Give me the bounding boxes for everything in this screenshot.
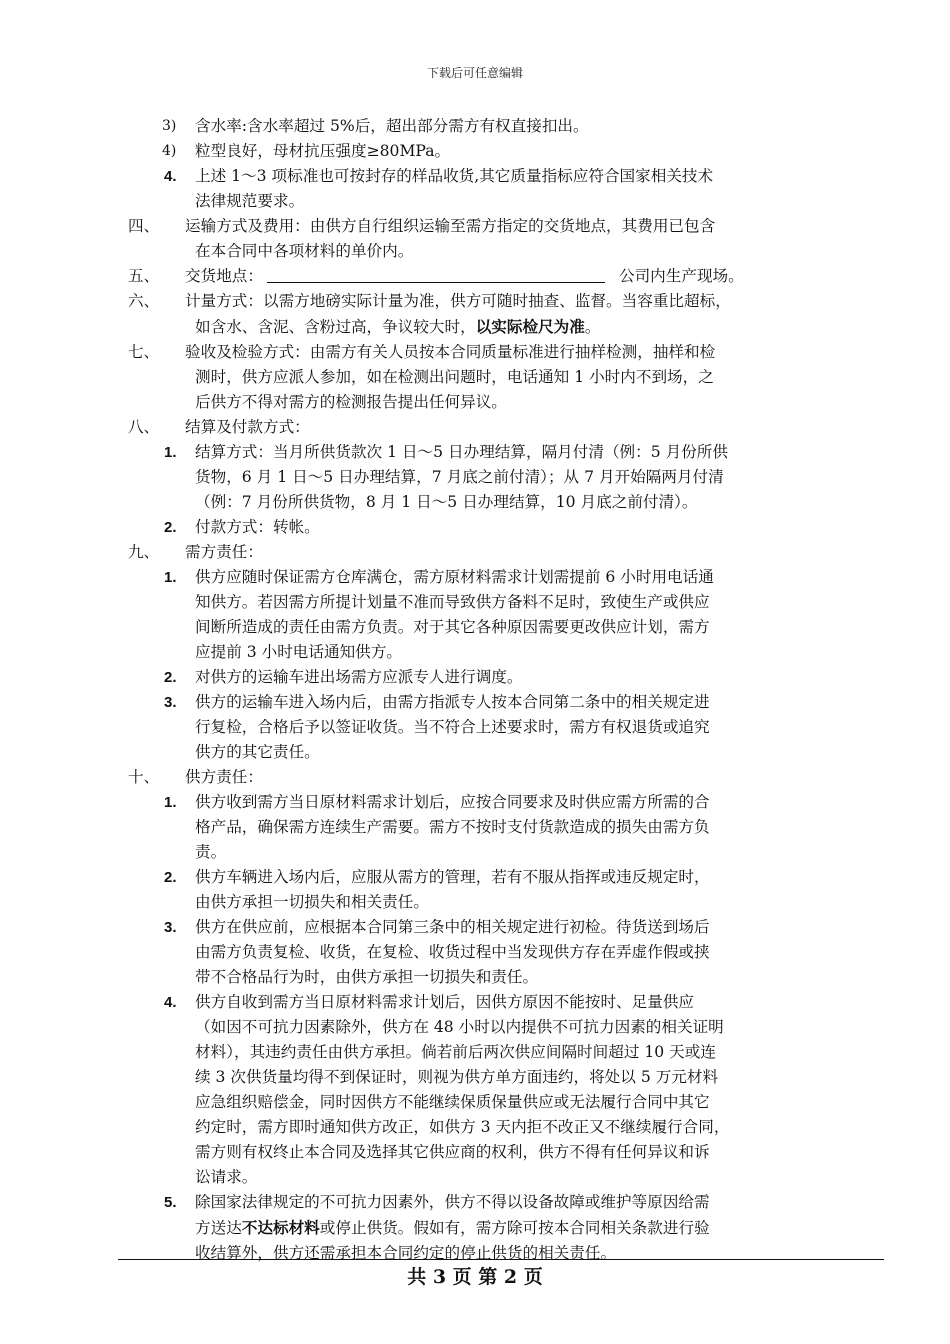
item-number: 4. xyxy=(164,994,177,1011)
item-line xyxy=(195,515,848,540)
list-item xyxy=(128,164,848,214)
item-number: 2. xyxy=(164,519,177,536)
item-text: 上述 1～3 项标准也可按封存的样品收货,其它质量指标应符合国家相关技术 xyxy=(195,167,714,185)
item-text: 由需方负责复检、收货，在复检、收货过程中当发现供方存在弄虚作假或挟 xyxy=(195,943,710,961)
item-text: 格产品，确保需方连续生产需要。需方不按时支付货款造成的损失由需方负 xyxy=(195,818,710,836)
item-line xyxy=(195,615,848,640)
item-text: 计量方式：以需方地磅实际计量为准，供方可随时抽查、监督。当容重比超标， xyxy=(185,292,731,310)
list-item xyxy=(128,790,848,865)
item-line xyxy=(185,415,848,440)
item-number: 2. xyxy=(164,669,177,686)
list-item xyxy=(128,565,848,665)
delivery-location-line xyxy=(185,264,848,289)
item-line xyxy=(195,1065,848,1090)
section-heading xyxy=(128,340,848,415)
item-text: （如因不可抗力因素除外，供方在 48 小时以内提供不可抗力因素的相关证明 xyxy=(195,1018,724,1036)
item-text: 应提前 3 小时电话通知供方。 xyxy=(195,643,402,661)
emphasis-text: 不达标材料 xyxy=(241,1218,320,1237)
item-line xyxy=(195,740,848,765)
item-text: 如含水、含泥、含粉过高，争议较大时， xyxy=(195,318,476,336)
item-line xyxy=(195,440,848,465)
item-text: 法律规范要求。 xyxy=(195,192,305,210)
item-line xyxy=(185,214,848,239)
item-line xyxy=(195,865,848,890)
item-text: 间断所造成的责任由需方负责。对于其它各种原因需要更改供应计划，需方 xyxy=(195,618,710,636)
delivery-location-suffix: 公司内生产现场。 xyxy=(618,267,744,285)
item-number: 八、 xyxy=(128,418,160,436)
section-heading xyxy=(128,765,848,790)
item-number: 六、 xyxy=(128,292,160,310)
item-text: 运输方式及费用：由供方自行组织运输至需方指定的交货地点，其费用已包含 xyxy=(185,217,716,235)
list-item xyxy=(128,515,848,540)
item-text: 或停止供货。假如有，需方除可按本合同相关条款进行验 xyxy=(319,1219,710,1237)
item-text: 供方收到需方当日原材料需求计划后，应按合同要求及时供应需方所需的合 xyxy=(195,793,710,811)
item-line xyxy=(195,1140,848,1165)
item-text: 供方的运输车进入场内后，由需方指派专人按本合同第二条中的相关规定进 xyxy=(195,693,710,711)
item-line xyxy=(195,164,848,189)
item-line xyxy=(195,565,848,590)
item-line xyxy=(195,1090,848,1115)
item-text: 收结算外，供方还需承担本合同约定的停止供货的相关责任。 xyxy=(195,1244,617,1262)
item-text: 货物，6 月 1 日～5 日办理结算，7 月底之前付清）；从 7 月开始隔两月付清 xyxy=(195,468,724,486)
item-text: 后供方不得对需方的检测报告提出任何异议。 xyxy=(195,393,507,411)
contract-body xyxy=(128,114,848,1266)
item-text: 需方则有权终止本合同及选择其它供应商的权利，供方不得有任何异议和诉 xyxy=(195,1143,710,1161)
emphasis-text: 以实际检尺为准 xyxy=(475,317,585,336)
list-item xyxy=(128,139,848,164)
item-text: （例：7 月份所供货物，8 月 1 日～5 日办理结算，10 月底之前付清）。 xyxy=(195,493,698,511)
page-footer: 共 3 页 第 2 页 xyxy=(407,1266,543,1288)
section-heading xyxy=(128,540,848,565)
section-heading xyxy=(128,264,848,289)
item-line xyxy=(195,665,848,690)
item-line xyxy=(185,765,848,790)
item-line xyxy=(185,289,848,314)
item-number: 1. xyxy=(164,444,177,461)
item-text: 供方的其它责任。 xyxy=(195,743,320,761)
item-line xyxy=(185,314,848,340)
item-text: 方送达 xyxy=(195,1219,242,1237)
item-text: 结算及付款方式： xyxy=(185,418,310,436)
list-item xyxy=(128,665,848,690)
item-text: 知供方。若因需方所提计划量不准而导致供方备料不足时，致使生产或供应 xyxy=(195,593,710,611)
item-text: 供方车辆进入场内后，应服从需方的管理，若有不服从指挥或违反规定时， xyxy=(195,868,710,886)
list-item xyxy=(128,114,848,139)
item-line xyxy=(195,815,848,840)
item-number: 5. xyxy=(164,1194,177,1211)
item-text: 对供方的运输车进出场需方应派专人进行调度。 xyxy=(195,668,523,686)
item-line xyxy=(195,1215,848,1241)
item-line xyxy=(185,390,848,415)
item-number: 九、 xyxy=(128,543,160,561)
item-line xyxy=(195,915,848,940)
item-number: 1. xyxy=(164,569,177,586)
item-number: 3. xyxy=(164,694,177,711)
item-line xyxy=(185,239,848,264)
item-text: 供方应随时保证需方仓库满仓，需方原材料需求计划需提前 6 小时用电话通 xyxy=(195,568,714,586)
delivery-location-blank[interactable] xyxy=(267,265,605,283)
item-text: 约定时，需方即时通知供方改正，如供方 3 天内拒不改正又不继续履行合同， xyxy=(195,1118,730,1136)
item-line xyxy=(195,139,848,164)
section-heading xyxy=(128,415,848,440)
item-text: 付款方式：转帐。 xyxy=(195,518,320,536)
item-text: 行复检，合格后予以签证收货。当不符合上述要求时，需方有权退货或追究 xyxy=(195,718,710,736)
item-text: 责。 xyxy=(195,843,227,861)
item-text: 除国家法律规定的不可抗力因素外，供方不得以设备故障或维护等原因给需 xyxy=(195,1193,710,1211)
item-number: 七、 xyxy=(128,343,160,361)
item-line xyxy=(195,690,848,715)
list-item xyxy=(128,865,848,915)
item-text: 材料），其违约责任由供方承担。倘若前后两次供应间隔时间超过 10 天或连 xyxy=(195,1043,716,1061)
item-line xyxy=(185,340,848,365)
item-line xyxy=(195,114,848,139)
item-number: 1. xyxy=(164,794,177,811)
item-number: 五、 xyxy=(128,267,160,285)
item-number: 4. xyxy=(164,168,177,185)
item-text: 供方在供应前，应根据本合同第三条中的相关规定进行初检。待货送到场后 xyxy=(195,918,710,936)
item-line xyxy=(185,365,848,390)
item-text: 结算方式：当月所供货款次 1 日～5 日办理结算，隔月付清（例：5 月份所供 xyxy=(195,443,728,461)
item-line xyxy=(195,890,848,915)
item-line xyxy=(195,1165,848,1190)
section-heading xyxy=(128,214,848,264)
item-text: 应急组织赔偿金，同时因供方不能继续保质保量供应或无法履行合同中其它 xyxy=(195,1093,710,1111)
item-text: 验收及检验方式：由需方有关人员按本合同质量标准进行抽样检测，抽样和检 xyxy=(185,343,716,361)
item-text: 在本合同中各项材料的单价内。 xyxy=(195,242,414,260)
item-line xyxy=(195,590,848,615)
list-item xyxy=(128,990,848,1190)
item-line xyxy=(195,1190,848,1215)
item-line xyxy=(195,490,848,515)
section-heading xyxy=(128,289,848,340)
item-number: 3) xyxy=(162,118,177,134)
item-text: 。 xyxy=(584,318,601,336)
item-line xyxy=(195,1015,848,1040)
item-line xyxy=(195,715,848,740)
item-text: 供方责任： xyxy=(185,768,263,786)
list-item xyxy=(128,690,848,765)
item-text: 续 3 次供货量均得不到保证时，则视为供方单方面违约，将处以 5 万元材料 xyxy=(195,1068,719,1086)
item-line xyxy=(195,990,848,1015)
item-text: 测时，供方应派人参加，如在检测出问题时，电话通知 1 小时内不到场，之 xyxy=(195,368,714,386)
page-header: 下载后可任意编辑 xyxy=(426,66,523,80)
item-line xyxy=(195,790,848,815)
item-line xyxy=(195,1040,848,1065)
item-text: 供方自收到需方当日原材料需求计划后，因供方原因不能按时、足量供应 xyxy=(195,993,695,1011)
item-text: 带不合格品行为时，由供方承担一切损失和责任。 xyxy=(195,968,539,986)
item-number: 4) xyxy=(162,143,177,159)
delivery-location-label: 交货地点： xyxy=(185,267,263,285)
item-line xyxy=(195,640,848,665)
footer-rule xyxy=(118,1259,884,1260)
item-text: 粒型良好，母材抗压强度≥80MPa。 xyxy=(195,142,451,160)
item-text: 含水率:含水率超过 5%后，超出部分需方有权直接扣出。 xyxy=(195,117,589,135)
item-number: 十、 xyxy=(128,768,160,786)
list-item xyxy=(128,1190,848,1266)
item-line xyxy=(195,1115,848,1140)
list-item xyxy=(128,440,848,515)
item-number: 3. xyxy=(164,919,177,936)
item-number: 四、 xyxy=(128,217,160,235)
item-line xyxy=(195,940,848,965)
item-text: 需方责任： xyxy=(185,543,263,561)
item-line xyxy=(185,540,848,565)
item-text: 由供方承担一切损失和相关责任。 xyxy=(195,893,429,911)
item-text: 讼请求。 xyxy=(195,1168,258,1186)
list-item xyxy=(128,915,848,990)
item-line xyxy=(195,465,848,490)
item-line xyxy=(195,965,848,990)
item-line xyxy=(195,189,848,214)
item-number: 2. xyxy=(164,869,177,886)
item-line xyxy=(195,840,848,865)
